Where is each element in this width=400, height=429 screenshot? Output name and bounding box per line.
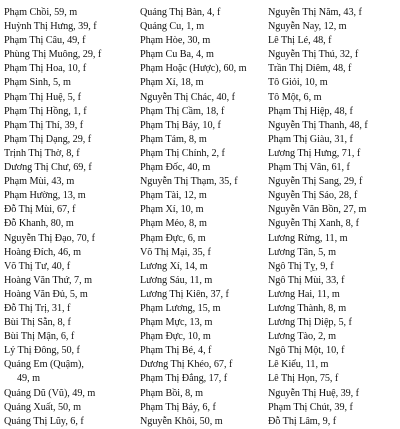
name-entry: Huỳnh Thị Hưng, 39, f	[4, 21, 97, 33]
name-entry: Nguyễn Nay, 12, m	[268, 21, 347, 33]
name-entry: Phạm Xí, 10, m	[140, 204, 204, 216]
name-entry: Hoàng Văn Đủ, 5, m	[4, 288, 88, 300]
name-entry: Quảng Dũ (Vũ), 49, m	[4, 387, 96, 399]
name-entry: Phạm Thị Hồng, 1, f	[4, 105, 87, 117]
name-entry: Quảng Xuất, 50, m	[4, 401, 81, 413]
name-entry: Nguyễn Thị Đạo, 70, f	[4, 232, 96, 244]
name-entry: Phạm Thị Cầm, 18, f	[140, 105, 225, 117]
name-entry: Phạm Thị Dạng, 29, f	[4, 133, 92, 145]
name-entry: Phạm Hường, 13, m	[4, 190, 86, 202]
name-entry: Phạm Bồi, 8, m	[140, 387, 203, 399]
name-entry: Nguyễn Thị Xanh, 8, f	[268, 218, 360, 230]
name-entry: Nguyễn Thị Sang, 29, f	[268, 176, 363, 188]
name-entry: Nguyễn Thị Chác, 40, f	[140, 91, 235, 103]
name-entry: Ngô Thị Mùi, 33, f	[268, 274, 345, 286]
name-entry: Ngô Thị Một, 10, f	[268, 345, 345, 357]
name-entry: Phạm Thị Bảy, 6, f	[140, 401, 216, 413]
name-entry: Tô Giỏi, 10, m	[268, 77, 328, 89]
name-entry: Dương Thị Khéo, 67, f	[140, 359, 233, 371]
name-entry: Ngô Thị Tỵ, 9, f	[268, 260, 334, 272]
name-entry: Trịnh Thị Thờ, 8, f	[4, 147, 80, 159]
name-entry: Phạm Thị Hiệp, 48, f	[268, 105, 353, 117]
name-entry: Hoàng Đích, 46, m	[4, 246, 81, 258]
name-column-3	[268, 6, 398, 429]
name-entry: Nguyễn Thị Sáo, 28, f	[268, 190, 358, 202]
name-entry: Lương Thị Hưng, 71, f	[268, 147, 361, 159]
name-entry: Lý Thị Đông, 50, f	[4, 345, 80, 357]
name-entry: Phạm Xí, 18, m	[140, 77, 204, 89]
name-entry: Phùng Thị Muông, 29, f	[4, 49, 102, 61]
name-entry: Phạm Thị Bé, 4, f	[140, 345, 212, 357]
name-entry: Đỗ Thị Mùi, 67, f	[4, 204, 76, 216]
name-entry: Phạm Thị Chút, 39, f	[268, 401, 353, 413]
name-entry: Nguyễn Thị Thạm, 35, f	[140, 176, 238, 188]
name-entry: Phạm Thị Chính, 2, f	[140, 147, 225, 159]
name-entry: Phạm Chồi, 59, m	[4, 7, 78, 18]
name-entry: Bùi Thị Sẵn, 8, f	[4, 317, 71, 329]
name-entry: Lương Tân, 5, m	[268, 246, 336, 258]
name-entry: Lương Tào, 2, m	[268, 331, 336, 343]
name-entry: Nguyễn Thị Thú, 32, f	[268, 49, 359, 61]
name-entry: Phạm Mùi, 43, m	[4, 176, 75, 188]
name-entry: Phạm Đực, 6, m	[140, 232, 206, 244]
name-entry: Phạm Thị Huệ, 5, f	[4, 91, 82, 103]
name-entry: Lương Thị Diệp, 5, f	[268, 317, 352, 329]
name-entry: Nguyễn Văn Bồn, 27, m	[268, 204, 367, 216]
name-entry: Đỗ Khanh, 80, m	[4, 218, 74, 230]
name-entry: Phạm Đốc, 40, m	[140, 162, 211, 174]
name-entry: 49, m	[17, 373, 40, 385]
name-entry: Nguyễn Thị Thanh, 48, f	[268, 119, 368, 131]
name-entry: Phạm Mẻo, 8, m	[140, 218, 207, 230]
name-entry: Lương Sáu, 11, m	[140, 274, 213, 286]
name-entry: Quảng Thị Bàn, 4, f	[140, 7, 221, 18]
name-entry: Lê Kiểu, 11, m	[268, 359, 329, 371]
name-list-columns	[3, 6, 398, 429]
name-entry: Phạm Tài, 12, m	[140, 190, 207, 202]
name-entry: Dương Thị Chư, 69, f	[4, 162, 92, 174]
name-entry: Nguyễn Thị Huệ, 39, f	[268, 387, 360, 399]
name-entry: Quảng Cu, 1, m	[140, 21, 205, 33]
name-entry: Phạm Tám, 8, m	[140, 133, 207, 145]
name-entry: Võ Thị Mại, 35, f	[140, 246, 211, 258]
name-column-2	[140, 6, 268, 429]
name-entry: Phạm Hòe, 30, m	[140, 35, 211, 47]
name-entry: Võ Thị Tư, 40, f	[4, 260, 71, 272]
name-entry: Lương Thành, 8, m	[268, 302, 347, 314]
name-entry: Phạm Thị Hoa, 10, f	[4, 63, 87, 75]
name-entry: Lương Rừng, 11, m	[268, 232, 348, 244]
name-entry: Tô Một, 6, m	[268, 91, 322, 103]
name-entry: Phạm Thị Giàu, 31, f	[268, 133, 353, 145]
name-entry: Quảng Em (Quậm),	[4, 359, 84, 371]
name-entry: Phạm Thị Câu, 49, f	[4, 35, 86, 47]
name-entry: Phạm Lương, 15, m	[140, 302, 221, 314]
name-entry: Đỗ Thị Lâm, 9, f	[268, 415, 337, 427]
name-entry: Phạm Thị Đắng, 17, f	[140, 373, 228, 385]
name-entry: Phạm Thị Bảy, 10, f	[140, 119, 221, 131]
name-entry: Phạm Thị Thí, 39, f	[4, 119, 84, 131]
name-entry: Phạm Mực, 13, m	[140, 317, 213, 329]
name-entry: Lương Thị Kiên, 37, f	[140, 288, 229, 300]
name-entry: Lê Thị Họn, 75, f	[268, 373, 339, 385]
name-entry: Lê Thị Lé, 48, f	[268, 35, 332, 47]
name-entry: Phạm Thị Vân, 61, f	[268, 162, 350, 174]
name-entry: Phạm Cu Ba, 4, m	[140, 49, 214, 61]
name-entry: Nguyễn Khôi, 50, m	[140, 415, 223, 427]
name-entry: Quảng Thị Lũy, 6, f	[4, 415, 84, 427]
name-entry: Bùi Thị Mận, 6, f	[4, 331, 75, 343]
name-entry: Lương Xí, 14, m	[140, 260, 208, 272]
name-entry: Hoàng Văn Thứ, 7, m	[4, 274, 92, 286]
name-entry: Phạm Đực, 10, m	[140, 331, 211, 343]
name-entry: Đỗ Thị Trị, 31, f	[4, 302, 71, 314]
name-entry: Phạm Hoặc (Hược), 60, m	[140, 63, 247, 75]
name-entry: Trần Thị Diêm, 48, f	[268, 63, 352, 75]
name-entry: Nguyễn Thị Năm, 43, f	[268, 7, 362, 18]
name-entry: Phạm Sinh, 5, m	[4, 77, 71, 89]
name-column-1	[4, 6, 140, 429]
name-entry: Lương Hai, 11, m	[268, 288, 340, 300]
